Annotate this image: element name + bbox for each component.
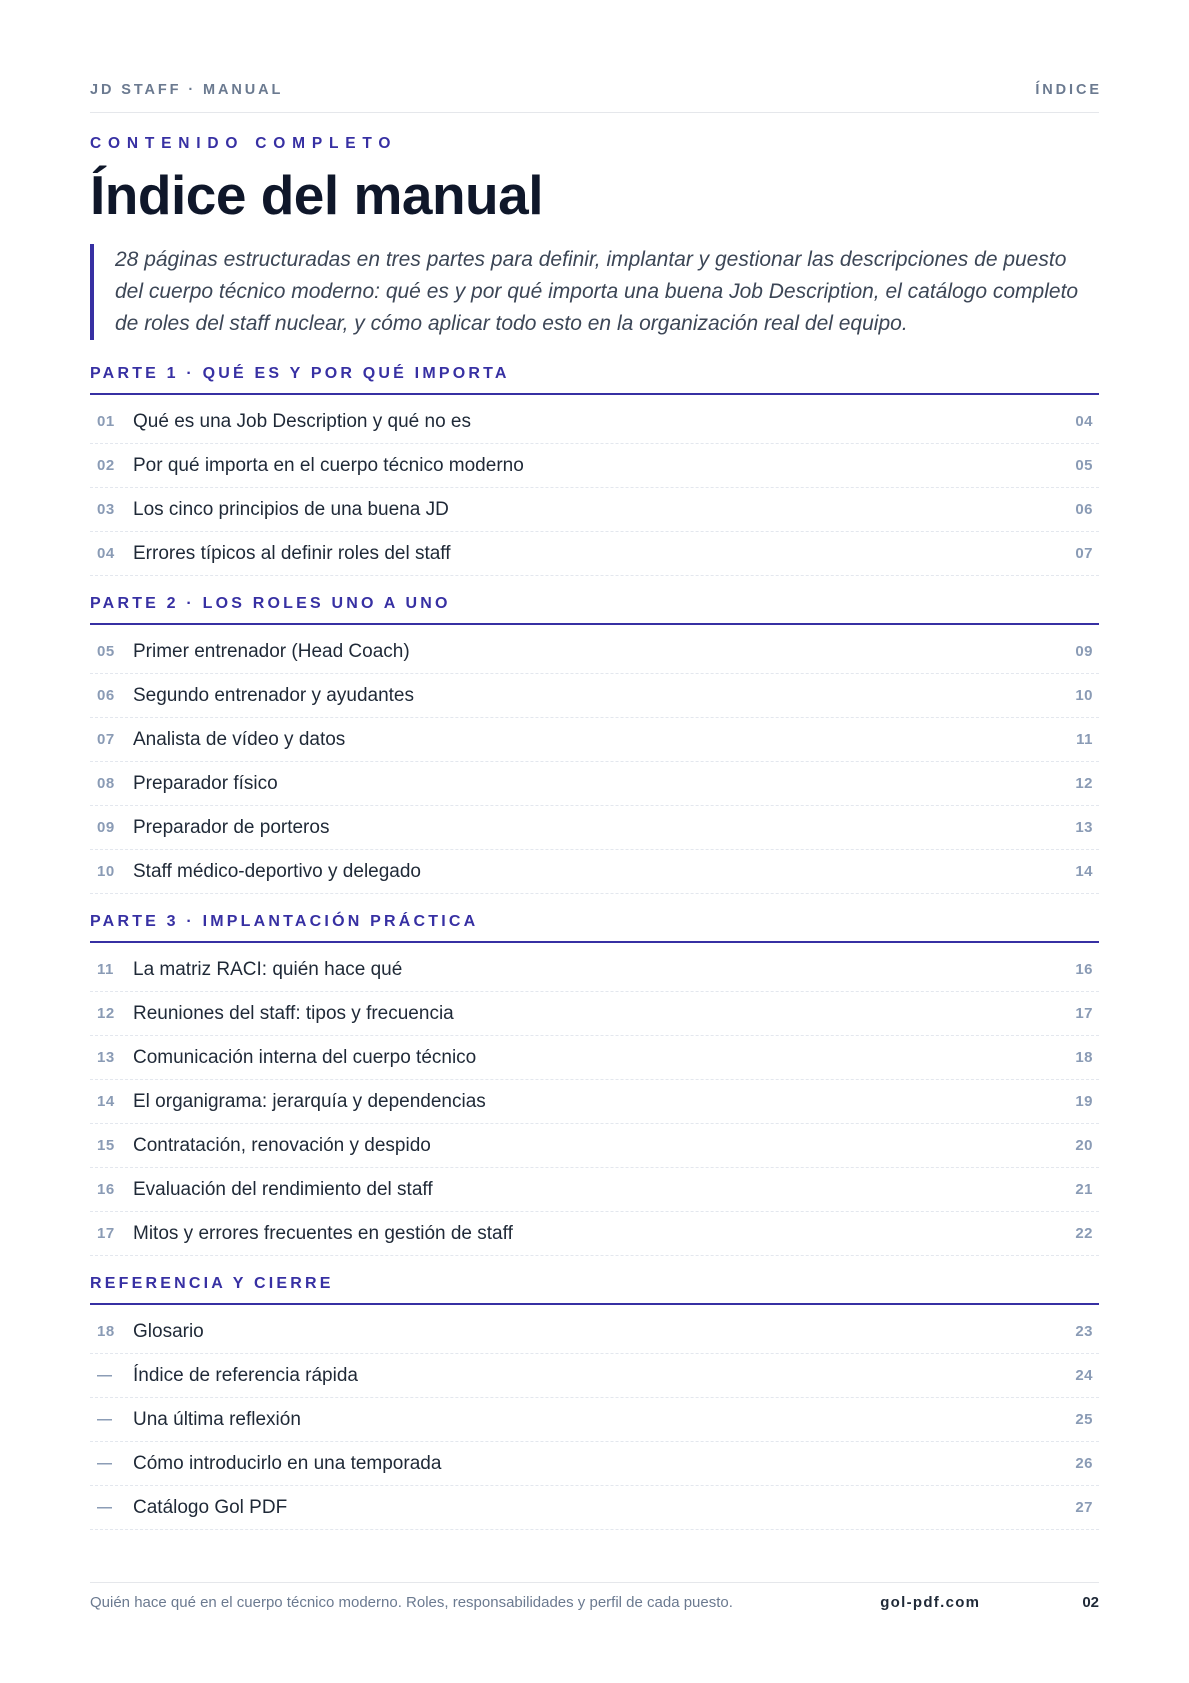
intro-quote: 28 páginas estructuradas en tres partes para definir, implantar y gestionar las descripciones de puesto del cuerpo técnico moderno: qué es y por qué importa una buena Job Description, el catálogo completo de roles del staff nuclear, y cómo aplicar todo esto en la organización real del equipo. [90,244,1099,340]
toc-entry[interactable] [90,630,1099,674]
running-header [90,78,1102,113]
toc-entry[interactable] [90,1310,1099,1354]
entry-page-number: 18 [1075,1049,1093,1066]
entry-number: — [97,1499,113,1516]
section-heading: PARTE 3 · IMPLANTACIÓN PRÁCTICA [90,912,1099,943]
entry-title: Reuniones del staff: tipos y frecuencia [133,1002,454,1024]
toc-entry[interactable] [90,532,1099,576]
entry-list [90,1305,1099,1530]
entry-page-number: 24 [1075,1367,1093,1384]
entry-page-number: 10 [1075,687,1093,704]
entry-title: Índice de referencia rápida [133,1364,358,1386]
entry-title: Errores típicos al definir roles del staff [133,542,451,564]
entry-page-number: 14 [1075,863,1093,880]
toc-entry[interactable] [90,762,1099,806]
entry-page-number: 11 [1076,731,1093,748]
entry-list [90,625,1099,894]
toc-entry[interactable] [90,718,1099,762]
page-footer [90,1582,1099,1613]
toc-entry[interactable] [90,1212,1099,1256]
section-heading: PARTE 2 · LOS ROLES UNO A UNO [90,594,1099,625]
entry-number: 15 [97,1137,115,1154]
entry-title: Los cinco principios de una buena JD [133,498,449,520]
entry-list [90,943,1099,1256]
entry-page-number: 27 [1075,1499,1093,1516]
entry-title: Qué es una Job Description y qué no es [133,410,471,432]
entry-number: — [97,1411,113,1428]
entry-page-number: 25 [1075,1411,1093,1428]
section-heading: PARTE 1 · QUÉ ES Y POR QUÉ IMPORTA [90,364,1099,395]
footer-site-link[interactable]: gol-pdf.com [880,1594,981,1611]
header-manual-label: JD STAFF · MANUAL [90,82,284,98]
toc-entry[interactable] [90,948,1099,992]
toc-entry[interactable] [90,400,1099,444]
entry-title: Cómo introducirlo en una temporada [133,1452,442,1474]
toc-entry[interactable] [90,1036,1099,1080]
toc-entry[interactable] [90,1354,1099,1398]
entry-page-number: 06 [1075,501,1093,518]
entry-number: 06 [97,687,115,704]
entry-title: El organigrama: jerarquía y dependencias [133,1090,486,1112]
entry-title: Contratación, renovación y despido [133,1134,431,1156]
entry-title: La matriz RACI: quién hace qué [133,958,403,980]
entry-number: 02 [97,457,115,474]
entry-title: Por qué importa en el cuerpo técnico moderno [133,454,524,476]
toc-entry[interactable] [90,1442,1099,1486]
entry-number: — [97,1367,113,1384]
entry-title: Glosario [133,1320,204,1342]
entry-page-number: 20 [1075,1137,1093,1154]
entry-title: Preparador de porteros [133,816,330,838]
toc [90,364,1099,1530]
header-section-label: ÍNDICE [1035,82,1102,98]
entry-number: 13 [97,1049,115,1066]
entry-title: Primer entrenador (Head Coach) [133,640,410,662]
entry-number: 16 [97,1181,115,1198]
entry-number: 08 [97,775,115,792]
eyebrow: CONTENIDO COMPLETO [90,135,398,152]
entry-page-number: 21 [1075,1181,1093,1198]
toc-section [90,364,1099,576]
entry-title: Catálogo Gol PDF [133,1496,288,1518]
entry-number: — [97,1455,113,1472]
entry-title: Analista de vídeo y datos [133,728,346,750]
toc-entry[interactable] [90,1124,1099,1168]
entry-number: 10 [97,863,115,880]
entry-title: Preparador físico [133,772,278,794]
toc-entry[interactable] [90,850,1099,894]
entry-page-number: 07 [1075,545,1093,562]
entry-page-number: 26 [1075,1455,1093,1472]
entry-page-number: 05 [1075,457,1093,474]
toc-entry[interactable] [90,1398,1099,1442]
entry-title: Staff médico-deportivo y delegado [133,860,421,882]
section-heading: REFERENCIA Y CIERRE [90,1274,1099,1305]
toc-section [90,594,1099,894]
toc-section [90,1274,1099,1530]
toc-entry[interactable] [90,1080,1099,1124]
entry-number: 11 [97,961,114,978]
toc-entry[interactable] [90,1168,1099,1212]
toc-entry[interactable] [90,488,1099,532]
entry-number: 09 [97,819,115,836]
entry-title: Comunicación interna del cuerpo técnico [133,1046,477,1068]
toc-entry[interactable] [90,444,1099,488]
entry-number: 14 [97,1093,115,1110]
entry-number: 04 [97,545,115,562]
page-number: 02 [1082,1594,1099,1611]
toc-entry[interactable] [90,674,1099,718]
entry-number: 07 [97,731,115,748]
entry-page-number: 19 [1075,1093,1093,1110]
footer-tagline: Quién hace qué en el cuerpo técnico moderno. Roles, responsabilidades y perfil de cada puesto. [90,1594,733,1611]
entry-page-number: 09 [1075,643,1093,660]
entry-list [90,395,1099,576]
entry-number: 03 [97,501,115,518]
entry-title: Evaluación del rendimiento del staff [133,1178,433,1200]
entry-number: 01 [97,413,115,430]
entry-page-number: 16 [1075,961,1093,978]
toc-section [90,912,1099,1256]
entry-page-number: 22 [1075,1225,1093,1242]
entry-title: Mitos y errores frecuentes en gestión de staff [133,1222,513,1244]
entry-number: 17 [97,1225,115,1242]
toc-entry[interactable] [90,992,1099,1036]
entry-page-number: 17 [1075,1005,1093,1022]
entry-number: 12 [97,1005,115,1022]
toc-entry[interactable] [90,806,1099,850]
entry-number: 18 [97,1323,115,1340]
toc-entry[interactable] [90,1486,1099,1530]
entry-title: Una última reflexión [133,1408,301,1430]
entry-page-number: 04 [1075,413,1093,430]
entry-page-number: 13 [1075,819,1093,836]
entry-page-number: 12 [1075,775,1093,792]
entry-number: 05 [97,643,115,660]
entry-page-number: 23 [1075,1323,1093,1340]
entry-title: Segundo entrenador y ayudantes [133,684,414,706]
page-title: Índice del manual [90,164,544,226]
document-page [90,78,1102,1530]
